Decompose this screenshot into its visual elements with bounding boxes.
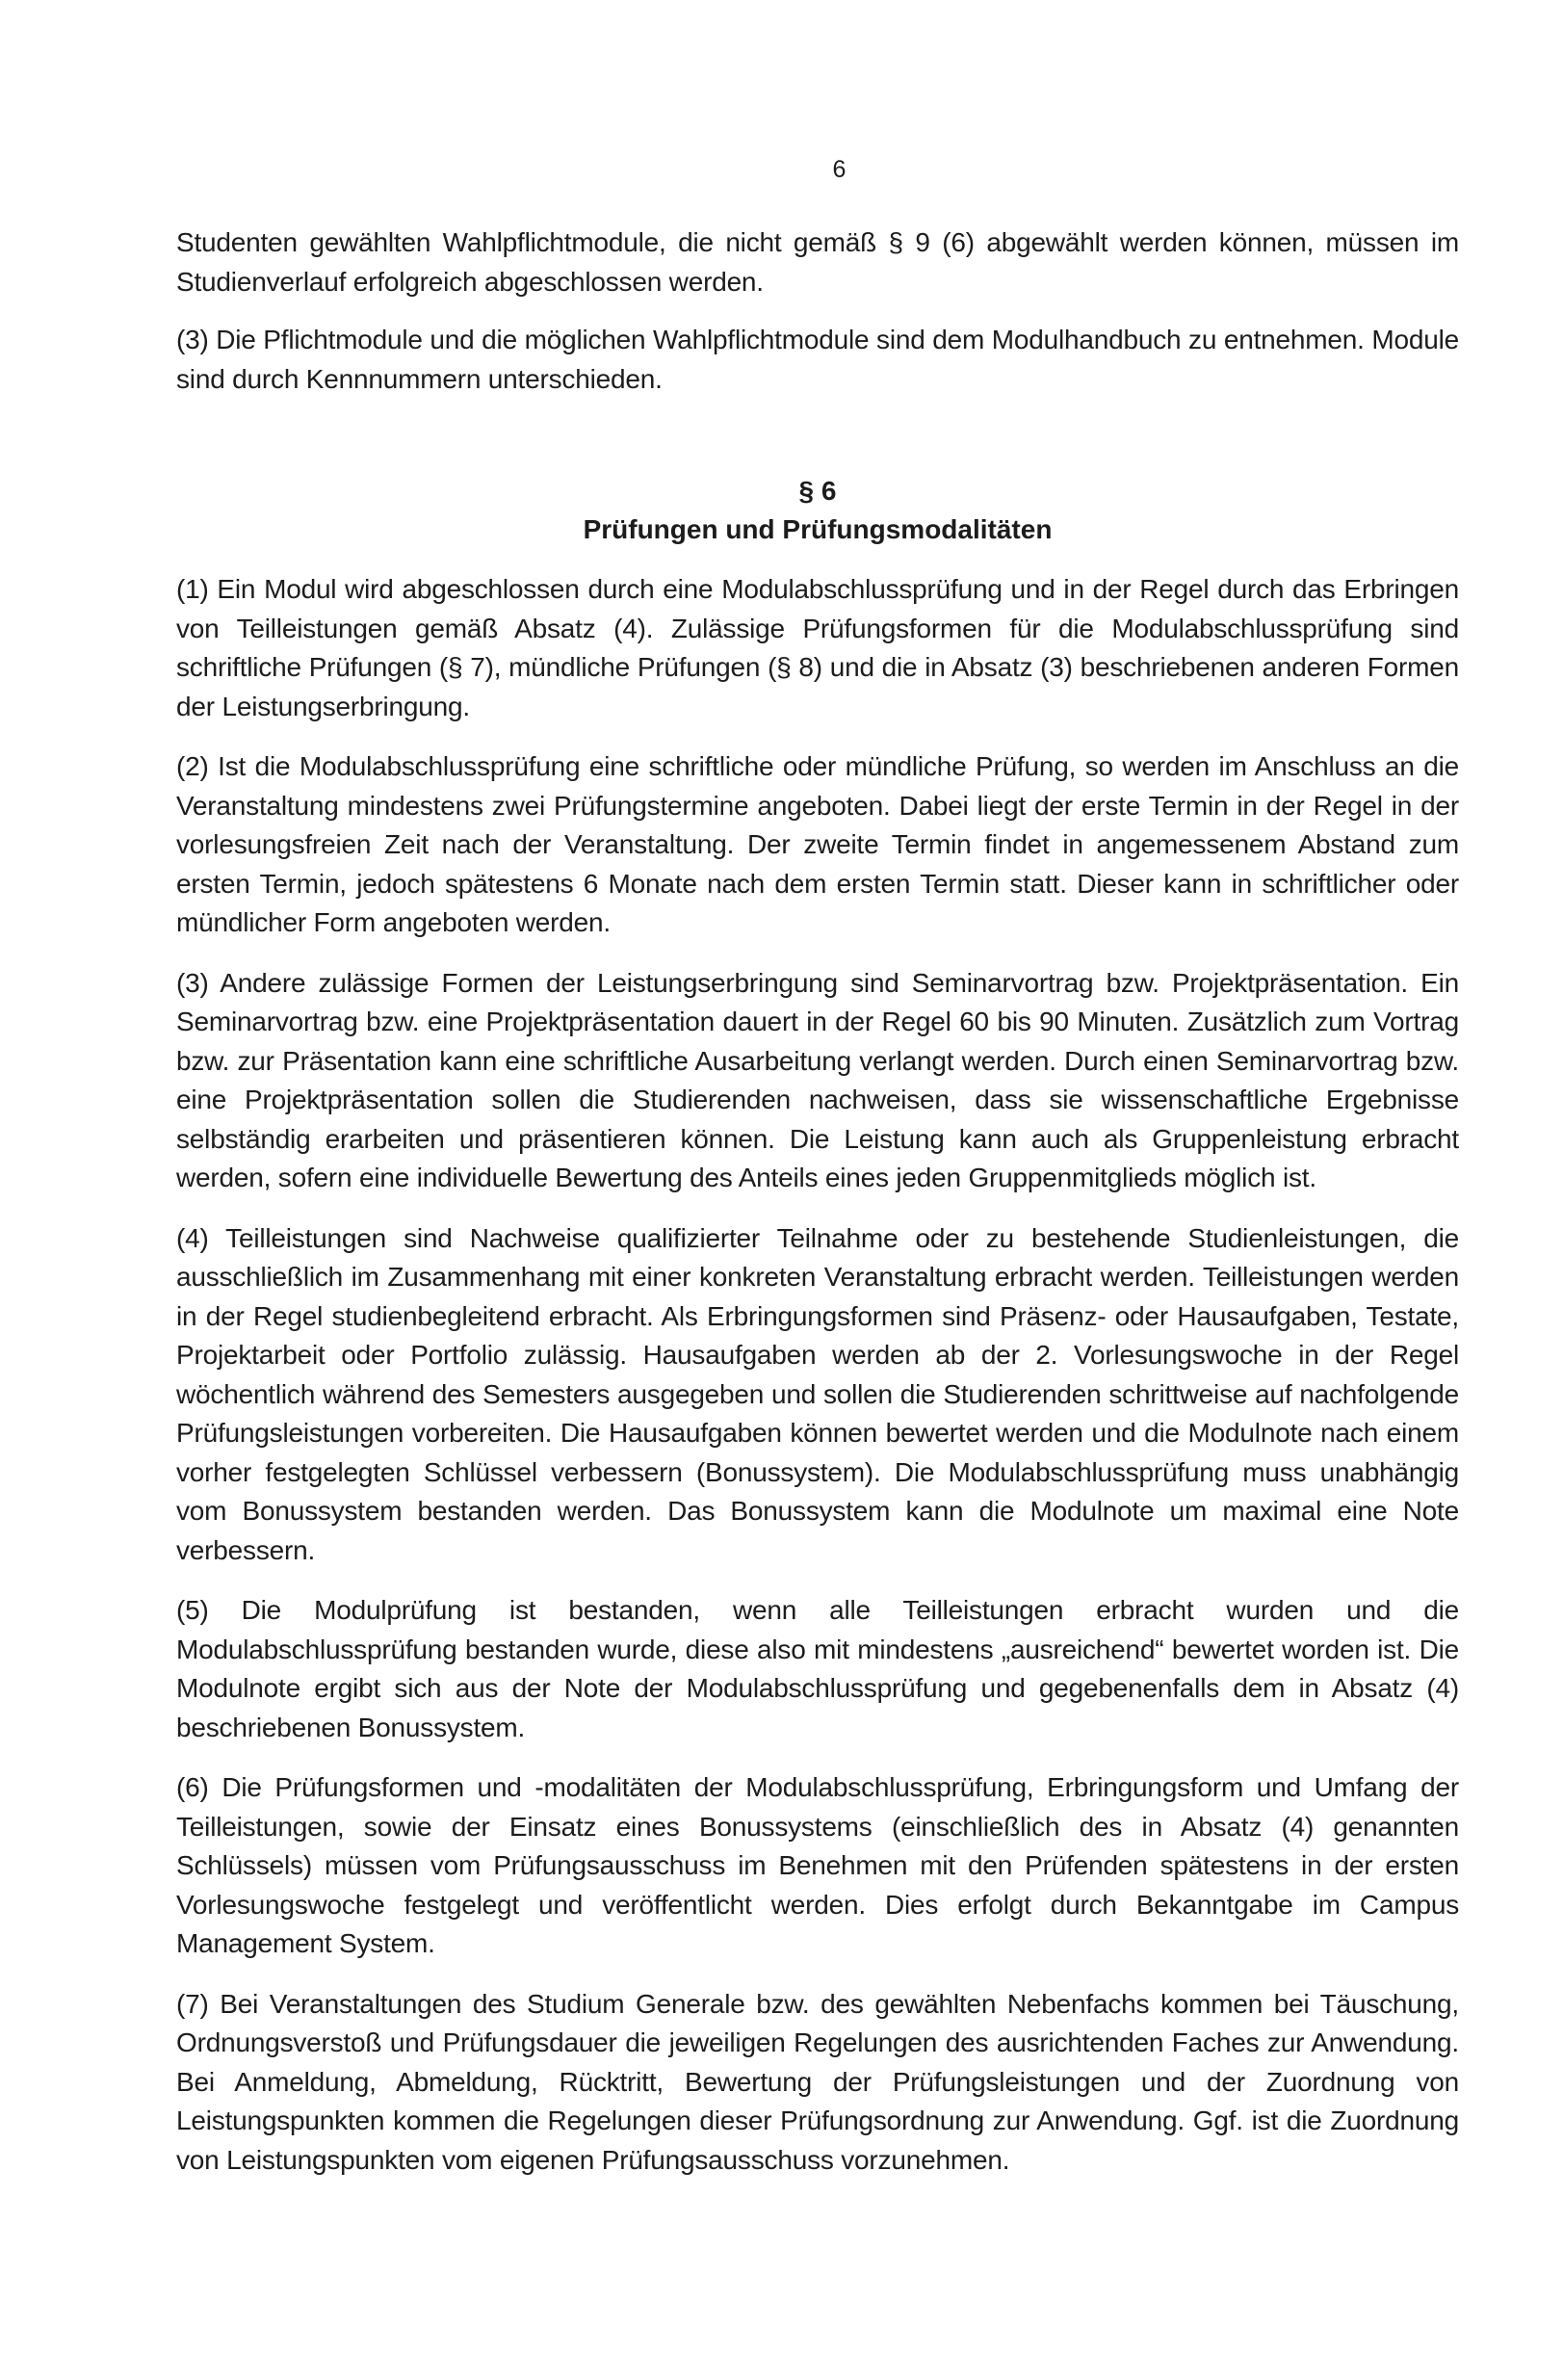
intro-paragraph-2: (3) Die Pflichtmodule und die möglichen Wahlpflichtmodule sind dem Modulhandbuch zu entnehmen. Module sind durch Kennnummern unterschieden. xyxy=(176,325,1459,394)
section-paragraph-2: (2) Ist die Modulabschlussprüfung eine schriftliche oder mündliche Prüfung, so werden im Anschluss an die Veranstaltung mindestens zwei Prüfungstermine angeboten. Dabei liegt der erste Termin in der Regel in der vorlesungsfreien Zeit nach der Veranstaltung. Der zweite Termin findet in angemessenem Abstand zum ersten Termin, jedoch spätestens 6 Monate nach dem ersten Termin statt. Dieser kann in schriftlicher oder mündlicher Form angeboten werden. xyxy=(176,751,1459,937)
section-paragraph-5: (5) Die Modulprüfung ist bestanden, wenn alle Teilleistungen erbracht wurden und die Modulabschlussprüfung bestanden wurde, diese also mit mindestens „ausreichend“ bewertet worden ist. Die Modulnote ergibt sich aus der Note der Modulabschlussprüfung und gegebenenfalls dem in Absatz (4) beschriebenen Bonussystem. xyxy=(176,1595,1459,1742)
page-number: 6 xyxy=(832,156,847,183)
intro-paragraph-1: Studenten gewählten Wahlpflichtmodule, die nicht gemäß § 9 (6) abgewählt werden können, müssen im Studienverlauf erfolgreich abgeschlossen werden. xyxy=(176,227,1459,297)
section-paragraph-7: (7) Bei Veranstaltungen des Studium Generale bzw. des gewählten Nebenfachs kommen bei Täuschung, Ordnungsverstoß und Prüfungsdauer die jeweiligen Regelungen des ausrichtenden Faches zur Anwendung. Bei Anmeldung, Abmeldung, Rücktritt, Bewertung der Prüfungsleistungen und der Zuordnung von Leistungspunkten kommen die Regelungen dieser Prüfungsordnung zur Anwendung. Ggf. ist die Zuordnung von Leistungspunkten vom eigenen Prüfungsausschuss vorzunehmen. xyxy=(176,1988,1459,2175)
section-paragraph-6: (6) Die Prüfungsformen und -modalitäten der Modulabschlussprüfung, Erbringungsform und Umfang der Teilleistungen, sowie der Einsatz eines Bonussystems (einschließlich des in Absatz (4) genannten Schlüssels) müssen vom Prüfungsausschuss im Benehmen mit den Prüfenden spätestens in der ersten Vorlesungswoche festgelegt und veröffentlicht werden. Dies erfolgt durch Bekanntgabe im Campus Management System. xyxy=(176,1772,1459,1958)
section-title: Prüfungen und Prüfungsmodalitäten xyxy=(583,514,1053,544)
section-paragraph-4: (4) Teilleistungen sind Nachweise qualifizierter Teilnahme oder zu bestehende Studienleistungen, die ausschließlich im Zusammenhang mit einer konkreten Veranstaltung erbracht werden. Teilleistungen werden in der Regel studienbegleitend erbracht. Als Erbringungsformen sind Präsenz- oder Hausaufgaben, Testate, Projektarbeit oder Portfolio zulässig. Hausaufgaben werden ab der 2. Vorlesungswoche in der Regel wöchentlich während des Semesters ausgegeben und sollen die Studierenden schrittweise auf nachfolgende Prüfungsleistungen vorbereiten. Die Hausaufgaben können bewertet werden und die Modulnote nach einem vorher festgelegten Schlüssel verbessern (Bonussystem). Die Modulabschlussprüfung muss unabhängig vom Bonussystem bestanden werden. Das Bonussystem kann die Modulnote um maximal eine Note verbessern. xyxy=(176,1222,1459,1565)
section-paragraph-1: (1) Ein Modul wird abgeschlossen durch eine Modulabschlussprüfung und in der Regel durch das Erbringen von Teilleistungen gemäß Absatz (4). Zulässige Prüfungsformen für die Modulabschlussprüfung sind schriftliche Prüfungen (§ 7), mündliche Prüfungen (§ 8) und die in Absatz (3) beschriebenen anderen Formen der Leistungserbringung. xyxy=(176,574,1459,721)
section-number: § 6 xyxy=(798,476,837,506)
section-paragraph-3: (3) Andere zulässige Formen der Leistungserbringung sind Seminarvortrag bzw. Projektpräsentation. Ein Seminarvortrag bzw. eine Projektpräsentation dauert in der Regel 60 bis 90 Minuten. Zusätzlich zum Vortrag bzw. zur Präsentation kann eine schriftliche Ausarbeitung verlangt werden. Durch einen Seminarvortrag bzw. eine Projektpräsentation sollen die Studierenden nachweisen, dass sie wissenschaftliche Ergebnisse selbständig erarbeiten und präsentieren können. Die Leistung kann auch als Gruppenleistung erbracht werden, sofern eine individuelle Bewertung des Anteils eines jeden Gruppenmitglieds möglich ist. xyxy=(176,967,1459,1192)
section-heading xyxy=(176,472,1459,549)
